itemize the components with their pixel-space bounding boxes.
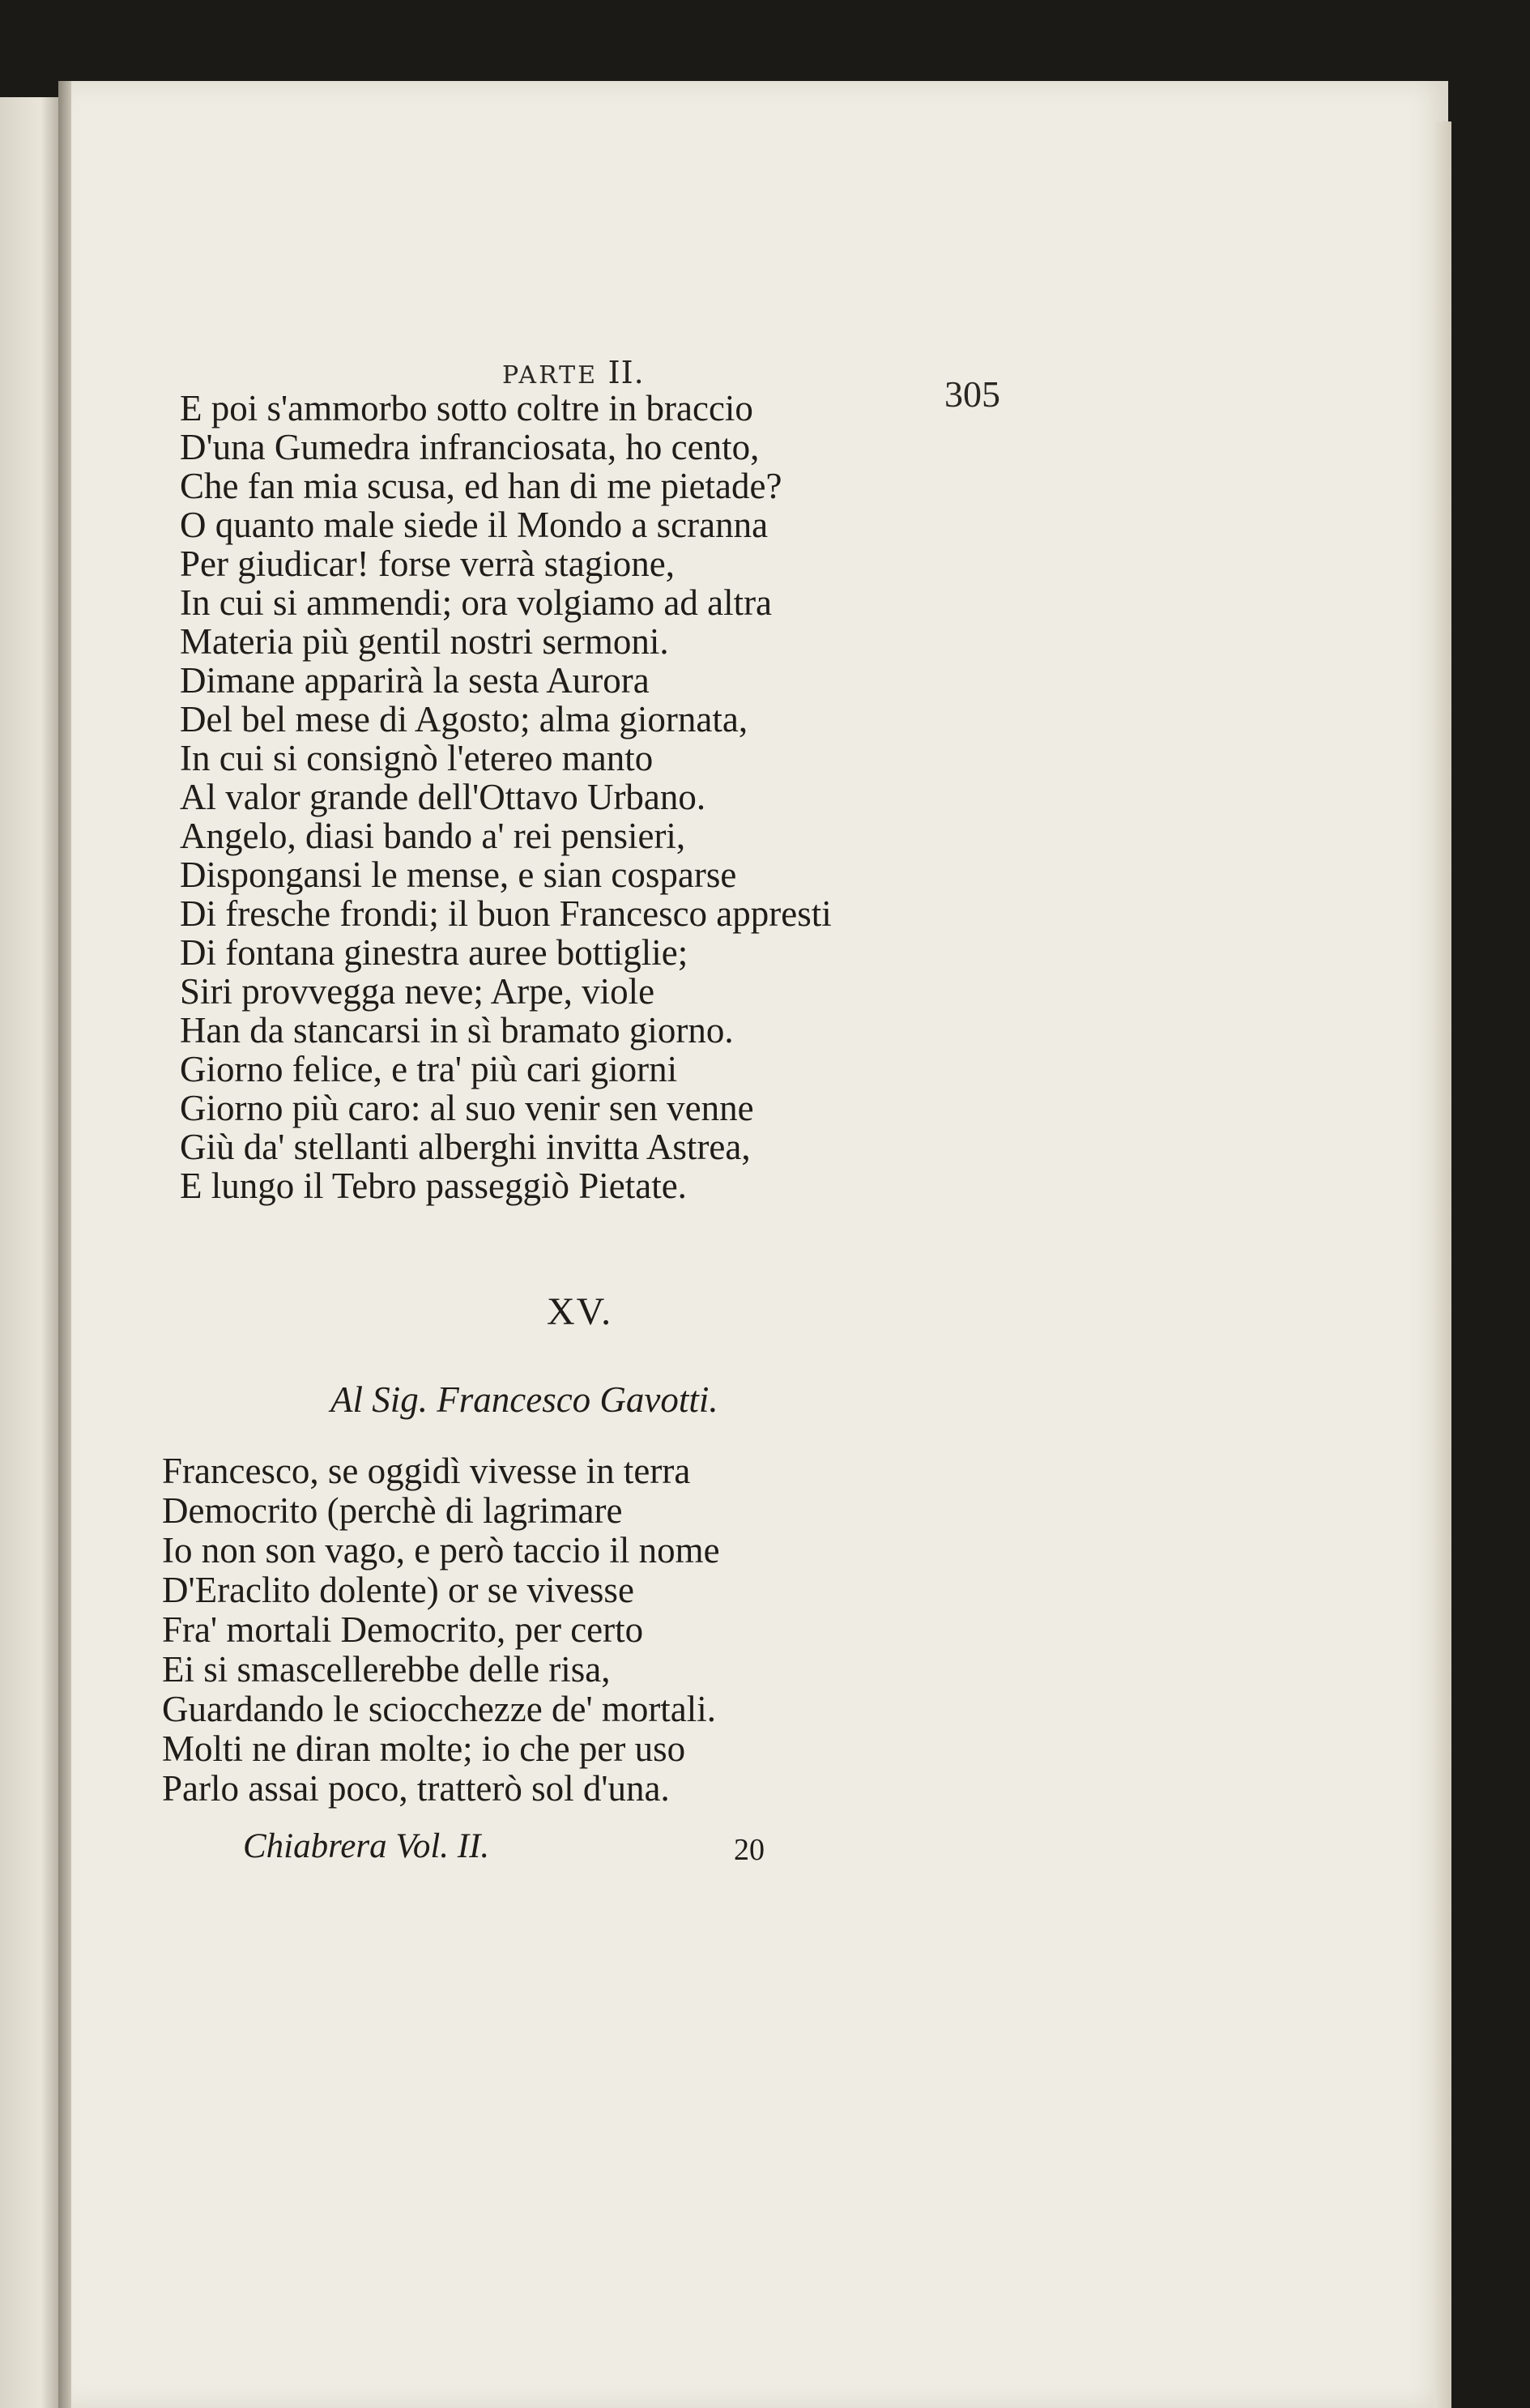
verse-line: In cui si consignò l'etereo manto <box>180 738 654 778</box>
stanza-one <box>180 389 832 1205</box>
verse-line: Dispongansi le mense, e sian cosparse <box>180 855 737 895</box>
verse-line: Per giudicar! forse verrà stagione, <box>180 543 675 584</box>
verse-line: O quanto male siede il Mondo a scranna <box>180 505 769 545</box>
verse-line: Io non son vago, e però taccio il nome <box>162 1530 720 1571</box>
show-through-text <box>923 381 1409 1879</box>
verse-line: Ei si smascellerebbe delle risa, <box>162 1649 611 1690</box>
verse-line: Giù da' stellanti alberghi invitta Astrea, <box>180 1127 751 1167</box>
verse-line: Dimane apparirà la sesta Aurora <box>180 660 650 701</box>
verse-line: Molti ne diran molte; io che per uso <box>162 1728 686 1769</box>
signature-mark: 20 <box>734 1833 765 1867</box>
verse-line: D'Eraclito dolente) or se vivesse <box>162 1570 634 1610</box>
verse-line: Al valor grande dell'Ottavo Urbano. <box>180 777 706 817</box>
verse-line: Francesco, se oggidì vivesse in terra <box>162 1451 691 1491</box>
verse-line: Di fresche frondi; il buon Francesco appresti <box>180 893 832 934</box>
verse-line: Che fan mia scusa, ed han di me pietade? <box>180 466 782 506</box>
page-number: 305 <box>944 373 1000 415</box>
verse-line: E lungo il Tebro passeggiò Pietate. <box>180 1166 687 1206</box>
verse-line: Del bel mese di Agosto; alma giornata, <box>180 699 748 739</box>
verse-line: Parlo assai poco, tratterò sol d'una. <box>162 1768 670 1809</box>
facing-page-edge <box>0 97 58 2408</box>
verse-line: E poi s'ammorbo sotto coltre in braccio <box>180 388 753 428</box>
verse-line: Giorno più caro: al suo venir sen venne <box>180 1088 754 1128</box>
section-number: XV. <box>547 1290 613 1333</box>
verse-line: Angelo, diasi bando a' rei pensieri, <box>180 816 686 856</box>
part-numeral: II. <box>607 355 645 390</box>
verse-line: Di fontana ginestra auree bottiglie; <box>180 932 688 973</box>
running-head <box>502 355 645 390</box>
verse-line: Giorno felice, e tra' più cari giorni <box>180 1049 678 1089</box>
verse-line: In cui si ammendi; ora volgiamo ad altra <box>180 582 773 623</box>
verse-line: Guardando le sciocchezze de' mortali. <box>162 1689 717 1729</box>
running-title: PARTE <box>502 361 599 390</box>
verse-line: D'una Gumedra infranciosata, ho cento, <box>180 427 760 467</box>
verse-line: Fra' mortali Democrito, per certo <box>162 1609 644 1650</box>
verse-line: Materia più gentil nostri sermoni. <box>180 621 669 662</box>
dedication-title: Al Sig. Francesco Gavotti. <box>330 1379 718 1420</box>
printer-signature: Chiabrera Vol. II. <box>243 1827 490 1865</box>
verse-line: Han da stancarsi in sì bramato giorno. <box>180 1010 734 1051</box>
verse-line: Siri provvegga neve; Arpe, viole <box>180 971 655 1012</box>
verse-line: Democrito (perchè di lagrimare <box>162 1490 623 1531</box>
stanza-two <box>162 1451 720 1809</box>
page-fore-edge <box>1434 121 1451 2408</box>
